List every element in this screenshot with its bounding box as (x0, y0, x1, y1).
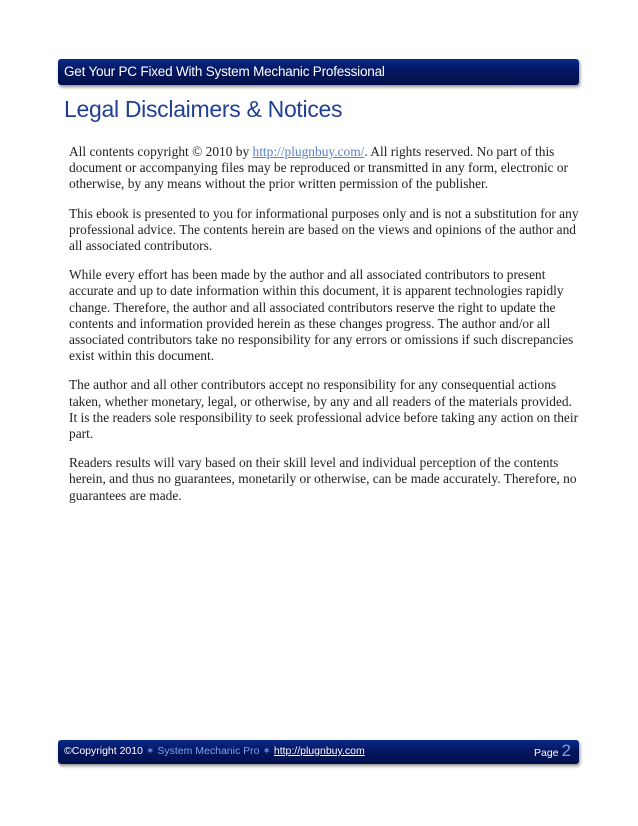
footer-url-link[interactable]: http://plugnbuy.com (273, 745, 365, 757)
footer-credits (64, 745, 365, 757)
footer-brand: System Mechanic Pro (157, 745, 260, 757)
star-separator-icon: ✶ (145, 746, 155, 757)
document-body (69, 144, 581, 517)
paragraph-results: Readers results will vary based on their skill level and individual perception of the contents herein, and thus no guarantees, monetarily or otherwise, can be made accurately. Therefore, no guarantees are made. (69, 455, 577, 503)
paragraph-accuracy: While every effort has been made by the author and all associated contributors to present accurate and up to date information within this document, it is apparent technologies rapidly change. Therefore, the author and all associated contributors reserve the right to update the contents and information provided herein as these changes progress. The author and/or all associated contributors take no responsibility for any errors or omissions if such discrepancies exist within this document. (69, 267, 574, 364)
footer-bar (58, 740, 579, 764)
header-bar (58, 59, 579, 85)
copyright-text: All contents copyright © 2010 by (69, 144, 253, 159)
paragraph-informational: This ebook is presented to you for informational purposes only and is not a substitution for any professional advice. The contents herein are based on the views and opinions of the author and all associated contributors. (69, 205, 579, 254)
header-title: Get Your PC Fixed With System Mechanic Professional (64, 64, 385, 79)
plugnbuy-link[interactable]: http://plugnbuy.com/ (252, 144, 365, 159)
page-label: Page (534, 747, 559, 759)
page-title: Legal Disclaimers & Notices (64, 96, 343, 122)
page-number: 2 (561, 741, 571, 760)
paragraph-responsibility: The author and all other contributors accept no responsibility for any consequential actions taken, whether monetary, legal, or otherwise, by any and all readers of the materials provided. It is the readers sole responsibility to seek professional advice before taking any action on their part. (69, 377, 579, 442)
footer-copyright: ©Copyright 2010 (64, 745, 143, 757)
rights-text: . All rights reserved. No part of this document or accompanying files may be reproduced or transmitted in any form, electronic or otherwise, by any means without the prior written permission of the publisher. (69, 144, 568, 192)
paragraph-copyright (69, 144, 581, 193)
star-separator-icon: ✶ (262, 746, 271, 757)
page-indicator (534, 741, 571, 761)
